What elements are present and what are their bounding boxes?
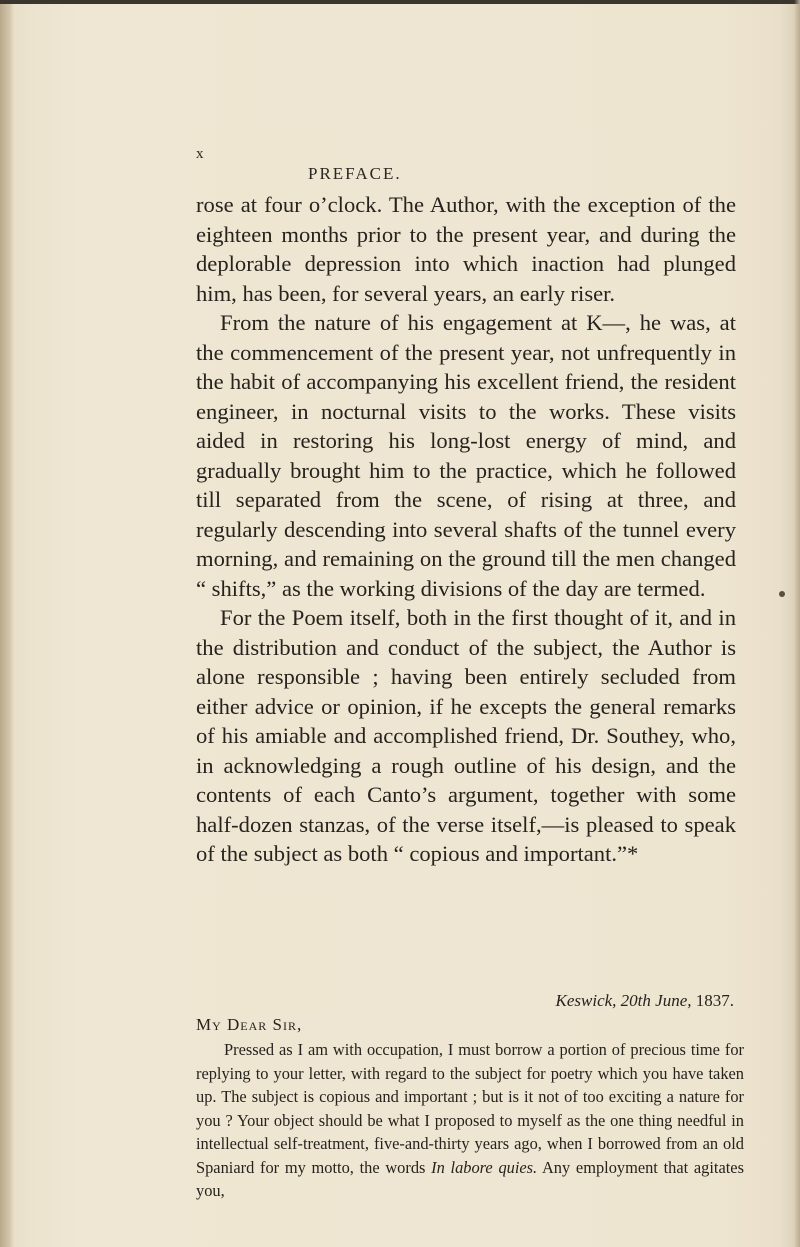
letter-motto: In labore quies. — [431, 1157, 538, 1177]
letter-dateline — [196, 990, 744, 1012]
letter-text-before-motto: Pressed as I am with occupation, I must borrow a portion of precious time for replying to your letter, with regard to the subject for poetry which you have taken up. The subject is copious and important ; but is it not of too exciting a nature for you ? Your object should be what I proposed to myself as the one thing needful in intellectual self-treatment, five-and-thirty years ago, when I borrowed from an old Spaniard for my motto, the words — [196, 1040, 744, 1177]
ink-spot — [779, 591, 785, 597]
quoted-letter — [196, 990, 744, 1203]
page-top-edge — [0, 0, 800, 4]
page-number: x — [196, 146, 205, 162]
running-title: PREFACE. — [308, 164, 402, 183]
paragraph-engagement: From the nature of his engagement at K—, he was, at the commencement of the present year, not unfrequently in the habit of accompanying his excellent friend, the resident engineer, in nocturnal visits to the works. These visits aided in restoring his long-lost energy of mind, and gradually brought him to the practice, which he followed till separated from the scene, of rising at three, and regularly descending into several shafts of the tunnel every morning, and remaining on the ground till the men changed “ shifts,” as the working divisions of the day are termed. — [196, 310, 736, 601]
paragraph-poem: For the Poem itself, both in the first thought of it, and in the distribution and conduct of the subject, the Author is alone responsible ; having been entirely secluded from either advice or opinion, if he excepts the general remarks of his amiable and accomplished friend, Dr. Southey, who, in acknowledging a rough outline of his design, and the contents of each Canto’s argument, together with some half-dozen stanzas, of the verse itself,—is pleased to speak of the subject as both “ copious and important.”* — [196, 605, 736, 866]
page-right-edge — [794, 0, 800, 1247]
paragraph-continued: rose at four o’clock. The Author, with the exception of the eighteen months prior to the present year, and during the deplorable depression into which inaction had plunged him, has been, for several years, an early riser. — [196, 192, 736, 306]
letter-year: 1837. — [695, 991, 734, 1010]
letter-salutation: My Dear Sir, — [196, 1015, 303, 1034]
preface-body — [196, 190, 736, 869]
letter-body — [196, 1038, 744, 1203]
letter-text-after-motto: Any employment that agitates you, — [196, 1157, 744, 1200]
page-gutter-shadow — [0, 0, 14, 1247]
letter-place-date: Keswick, 20th June, — [555, 991, 692, 1010]
